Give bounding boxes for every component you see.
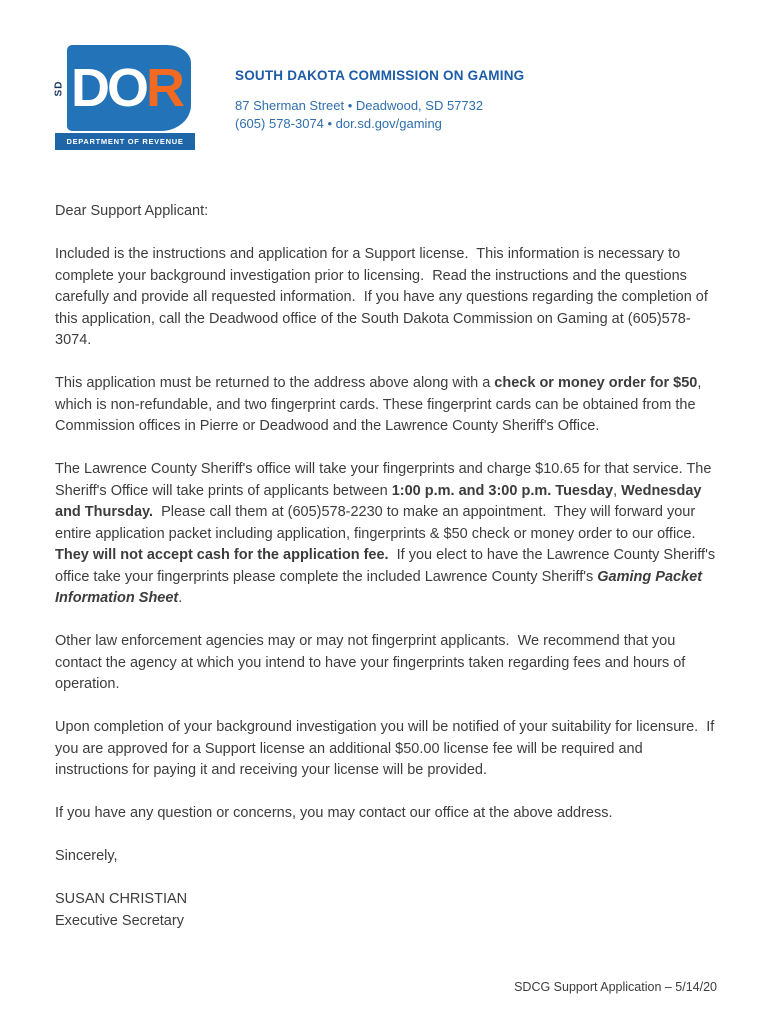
paragraph	[55, 459, 720, 610]
org-name: SOUTH DAKOTA COMMISSION ON GAMING	[235, 68, 525, 83]
dor-logo-art	[55, 45, 195, 133]
letter-body	[55, 244, 720, 825]
text-run: Please call them at (605)578-2230 to make an appointment. They will forward your entire application packet including application, fingerprints & $50 check or money order to our office.	[55, 504, 704, 542]
paragraph	[55, 631, 717, 696]
address-line-2: (605) 578-3074 • dor.sd.gov/gaming	[235, 115, 442, 131]
text-run: If you elect to have the Lawrence County Sheriff's office take your fingerprints please complete the included Lawrence County Sheriff's	[55, 547, 720, 585]
signature-name: SUSAN CHRISTIAN	[55, 891, 188, 907]
text-run: , which is non-refundable, and two fingerprint cards. These fingerprint cards can be obtained from the Commission offices in Pierre or Deadwood and the Lawrence County Sheriff's Office.	[55, 375, 706, 434]
text-run: ,	[613, 482, 622, 499]
closing: Sincerely,	[55, 848, 118, 864]
logo-letter-r: R	[146, 58, 183, 118]
org-address	[235, 97, 524, 132]
dor-logo-letters	[71, 57, 195, 119]
text-run: check or money order for $50	[494, 375, 698, 391]
text-run: Upon completion of your background investigation you will be notified of your suitability for licensure. If you are approved for a Support license an additional $50.00 license fee will be required and instructions for paying it and receiving your license will be provided.	[55, 719, 719, 778]
text-run: This application must be returned to the address above along with a	[55, 375, 495, 391]
logo-letter-o: O	[107, 58, 147, 118]
paragraph	[55, 717, 717, 782]
text-run: Other law enforcement agencies may or may not fingerprint applicants. We recommend that you contact the agency at which you intend to have your fingerprints taken regarding fees and hours of operation.	[55, 633, 690, 692]
paragraph	[55, 373, 717, 438]
text-run: If you have any question or concerns, you may contact our office at the above address.	[55, 805, 613, 821]
letterhead-text	[235, 45, 524, 132]
dor-logo	[55, 45, 195, 150]
text-run: Included is the instructions and application for a Support license. This information is necessary to complete your background investigation prior to licensing. Read the instructions and the questions carefully and provide all requested information. If you have any questions regarding the completion of this application, call the Deadwood office of the South Dakota Commission on Gaming at (605)578-3074.	[55, 246, 712, 348]
address-line-1: 87 Sherman Street • Deadwood, SD 57732	[235, 98, 484, 113]
text-run: 1:00 p.m. and 3:00 p.m. Tuesday	[391, 482, 614, 499]
logo-vertical-text: SD	[53, 80, 65, 97]
text-run: .	[178, 590, 183, 606]
text-run: Gaming Packet Information Sheet	[55, 568, 707, 606]
text-run: Wednesday and Thursday.	[55, 482, 706, 520]
letterhead	[55, 45, 524, 150]
signature-block	[55, 889, 717, 932]
footer-text: SDCG Support Application – 5/14/20	[514, 980, 717, 994]
letter-content	[55, 201, 720, 932]
text-run: The Lawrence County Sheriff's office will take your fingerprints and charge $10.65 for that service. The Sheriff's Office will take prints of applicants between	[55, 461, 716, 499]
signature-title: Executive Secretary	[55, 912, 184, 929]
paragraph	[55, 803, 717, 825]
text-run: They will not accept cash for the application fee.	[55, 547, 389, 563]
logo-caption: DEPARTMENT OF REVENUE	[55, 133, 195, 150]
logo-letter-d: D	[71, 58, 107, 118]
paragraph	[55, 244, 717, 352]
salutation: Dear Support Applicant:	[55, 203, 209, 219]
